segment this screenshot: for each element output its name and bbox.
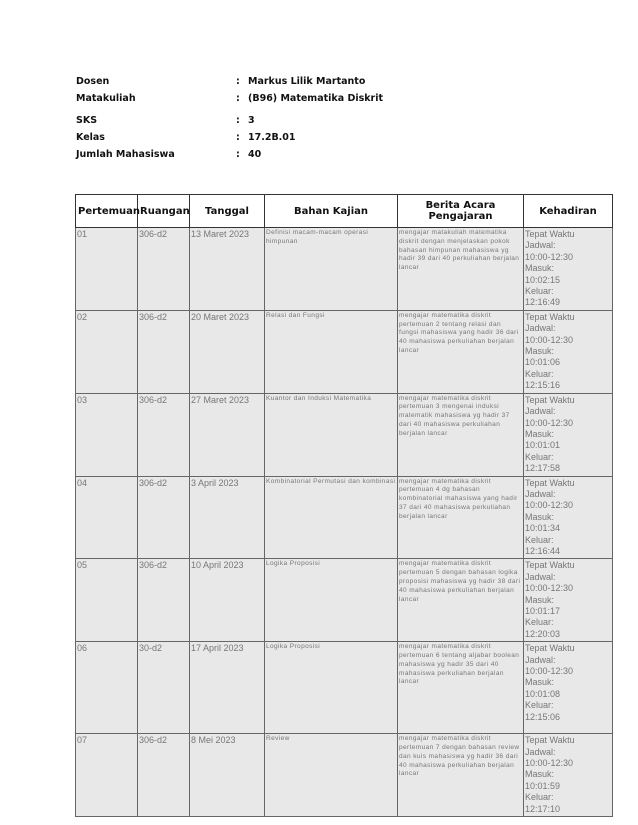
- info-label: Dosen: [76, 76, 110, 87]
- cell-kehadiran: [524, 393, 613, 476]
- kehadiran-line: Tepat Waktu: [525, 311, 575, 322]
- kehadiran-line: Keluar:: [525, 617, 554, 628]
- kehadiran-line: Tepat Waktu: [525, 560, 575, 571]
- cell-tanggal: 10 April 2023: [190, 559, 265, 642]
- info-separator: :: [236, 93, 240, 104]
- info-separator: :: [236, 115, 240, 126]
- cell-berita-acara: mengajar matematika diskrit pertemuan 6 tentang aljabar boolean mahasiswa yg hadir 35 dari 40 mahasiswa perkuliahan berjalan lancar: [398, 642, 524, 734]
- cell-ruangan: 306-d2: [138, 228, 190, 311]
- kehadiran-line: 10:01:59: [525, 780, 561, 791]
- cell-kehadiran: [524, 642, 613, 734]
- kehadiran-line: 12:17:58: [525, 463, 561, 474]
- cell-bahan-kajian: Review: [265, 734, 398, 817]
- info-value: 3: [248, 115, 255, 126]
- table-row: [76, 642, 613, 734]
- kehadiran-line: 10:00-12:30: [525, 334, 574, 345]
- table-row: [76, 393, 613, 476]
- cell-tanggal: 17 April 2023: [190, 642, 265, 734]
- kehadiran-line: 12:15:16: [525, 380, 561, 391]
- cell-tanggal: 27 Maret 2023: [190, 393, 265, 476]
- header-berita-acara: Berita Acara Pengajaran: [398, 195, 524, 228]
- table-row: [76, 228, 613, 311]
- kehadiran-line: Masuk:: [525, 346, 555, 357]
- kehadiran-line: 10:01:06: [525, 357, 561, 368]
- info-value: (B96) Matematika Diskrit: [248, 93, 384, 104]
- cell-ruangan: 306-d2: [138, 393, 190, 476]
- cell-kehadiran: [524, 476, 613, 559]
- kehadiran-line: Tepat Waktu: [525, 735, 575, 746]
- kehadiran-line: 10:01:01: [525, 440, 561, 451]
- table-body: [76, 228, 613, 817]
- kehadiran-line: 10:01:34: [525, 523, 561, 534]
- kehadiran-line: 10:01:08: [525, 688, 561, 699]
- kehadiran-line: Keluar:: [525, 700, 554, 711]
- table-row: [76, 476, 613, 559]
- info-separator: :: [236, 76, 240, 87]
- cell-kehadiran: [524, 310, 613, 393]
- cell-bahan-kajian: Relasi dan Fungsi: [265, 310, 398, 393]
- kehadiran-line: 10:00-12:30: [525, 758, 574, 769]
- header-bahan-kajian: Bahan Kajian: [265, 195, 398, 228]
- header-tanggal: Tanggal: [190, 195, 265, 228]
- kehadiran-line: 10:00-12:30: [525, 583, 574, 594]
- kehadiran-line: Masuk:: [525, 677, 555, 688]
- table-row: [76, 734, 613, 817]
- kehadiran-line: Tepat Waktu: [525, 394, 575, 405]
- kehadiran-line: Jadwal:: [525, 571, 556, 582]
- cell-tanggal: 3 April 2023: [190, 476, 265, 559]
- header-kehadiran: Kehadiran: [524, 195, 613, 228]
- kehadiran-line: Keluar:: [525, 451, 554, 462]
- cell-pertemuan: 05: [76, 559, 138, 642]
- kehadiran-line: 10:00-12:30: [525, 251, 574, 262]
- cell-tanggal: 8 Mei 2023: [190, 734, 265, 817]
- kehadiran-line: Masuk:: [525, 263, 555, 274]
- cell-ruangan: 306-d2: [138, 310, 190, 393]
- cell-pertemuan: 02: [76, 310, 138, 393]
- kehadiran-line: Jadwal:: [525, 406, 556, 417]
- kehadiran-line: 12:20:03: [525, 628, 561, 639]
- cell-berita-acara: mengajar matematika diskrit pertemuan 3 mengenai induksi matematik mahasiswa yg hadir 37 dari 40 mahasiswa perkuliahan berjalan lancar: [398, 393, 524, 476]
- cell-tanggal: 20 Maret 2023: [190, 310, 265, 393]
- cell-kehadiran: [524, 228, 613, 311]
- table-row: [76, 310, 613, 393]
- cell-pertemuan: 07: [76, 734, 138, 817]
- cell-pertemuan: 01: [76, 228, 138, 311]
- cell-ruangan: 306-d2: [138, 559, 190, 642]
- table-header-row: [76, 195, 613, 228]
- cell-pertemuan: 04: [76, 476, 138, 559]
- cell-pertemuan: 03: [76, 393, 138, 476]
- info-label: SKS: [76, 115, 98, 126]
- kehadiran-line: 10:00-12:30: [525, 500, 574, 511]
- kehadiran-line: Tepat Waktu: [525, 643, 575, 654]
- cell-bahan-kajian: Logika Proposisi: [265, 559, 398, 642]
- kehadiran-line: 12:17:10: [525, 803, 561, 814]
- cell-kehadiran: [524, 559, 613, 642]
- header-pertemuan: Pertemuan: [76, 195, 138, 228]
- kehadiran-line: Masuk:: [525, 594, 555, 605]
- kehadiran-line: Jadwal:: [525, 323, 556, 334]
- kehadiran-line: Keluar:: [525, 368, 554, 379]
- cell-bahan-kajian: Kuantor dan Induksi Matematika: [265, 393, 398, 476]
- kehadiran-line: 10:00-12:30: [525, 417, 574, 428]
- info-label: Kelas: [76, 132, 105, 143]
- cell-bahan-kajian: Kombinatorial Permutasi dan kombinasi: [265, 476, 398, 559]
- kehadiran-line: Masuk:: [525, 769, 555, 780]
- kehadiran-line: Keluar:: [525, 792, 554, 803]
- cell-pertemuan: 06: [76, 642, 138, 734]
- kehadiran-line: 12:16:49: [525, 297, 561, 308]
- info-label: Matakuliah: [76, 93, 136, 104]
- cell-ruangan: 30-d2: [138, 642, 190, 734]
- kehadiran-line: Jadwal:: [525, 240, 556, 251]
- kehadiran-line: Jadwal:: [525, 746, 556, 757]
- kehadiran-line: 12:16:44: [525, 545, 561, 556]
- cell-ruangan: 306-d2: [138, 734, 190, 817]
- info-separator: :: [236, 149, 240, 160]
- kehadiran-line: Jadwal:: [525, 488, 556, 499]
- cell-kehadiran: [524, 734, 613, 817]
- kehadiran-line: 10:02:15: [525, 274, 561, 285]
- kehadiran-line: Jadwal:: [525, 654, 556, 665]
- cell-berita-acara: mengajar matematika diskrit pertemuan 4 dg bahasan kombinatorial mahasiswa yang hadir 37 dari 40 mahasiswa perkuliahan berjalan lancar: [398, 476, 524, 559]
- cell-berita-acara: mengajar matematika diskrit pertemuan 2 tentang relasi dan fungsi mahasiswa yang hadir 36 dari 40 mahasiswa perkuliahan berjalan lancar: [398, 310, 524, 393]
- cell-ruangan: 306-d2: [138, 476, 190, 559]
- info-label: Jumlah Mahasiswa: [76, 149, 175, 160]
- attendance-table: [75, 194, 613, 817]
- cell-berita-acara: mengajar matematika diskrit pertemuan 7 dengan bahasan review dan kuis mahasiswa yg hadir 36 dari 40 mahasiswa perkuliahan berjalan lancar: [398, 734, 524, 817]
- header-ruangan: Ruangan: [138, 195, 190, 228]
- kehadiran-line: Tepat Waktu: [525, 477, 575, 488]
- cell-bahan-kajian: Logika Proposisi: [265, 642, 398, 734]
- table-row: [76, 559, 613, 642]
- info-value: 40: [248, 149, 262, 160]
- kehadiran-line: 10:00-12:30: [525, 666, 574, 677]
- kehadiran-line: Masuk:: [525, 511, 555, 522]
- kehadiran-line: Masuk:: [525, 428, 555, 439]
- info-value: Markus Lilik Martanto: [248, 76, 366, 87]
- kehadiran-line: 12:15:06: [525, 711, 561, 722]
- kehadiran-line: Keluar:: [525, 534, 554, 545]
- cell-bahan-kajian: Definisi macam-macam operasi himpunan: [265, 228, 398, 311]
- cell-tanggal: 13 Maret 2023: [190, 228, 265, 311]
- kehadiran-line: Tepat Waktu: [525, 229, 575, 239]
- cell-berita-acara: mengajar matematika diskrit pertemuan 5 dengan bahasan logika proposisi mahasiswa yg hadir 38 dari 40 mahasiswa perkuliahan berjalan lancar: [398, 559, 524, 642]
- info-value: 17.2B.01: [248, 132, 296, 143]
- kehadiran-line: 10:01:17: [525, 606, 561, 616]
- kehadiran-line: Keluar:: [525, 286, 554, 297]
- info-separator: :: [236, 132, 240, 143]
- cell-berita-acara: mengajar matakuliah matematika diskrit dengan menjelaskan pokok bahasan himpunan mahasiswa yg hadir 39 dari 40 perkuliahan berjalan lancar: [398, 228, 524, 311]
